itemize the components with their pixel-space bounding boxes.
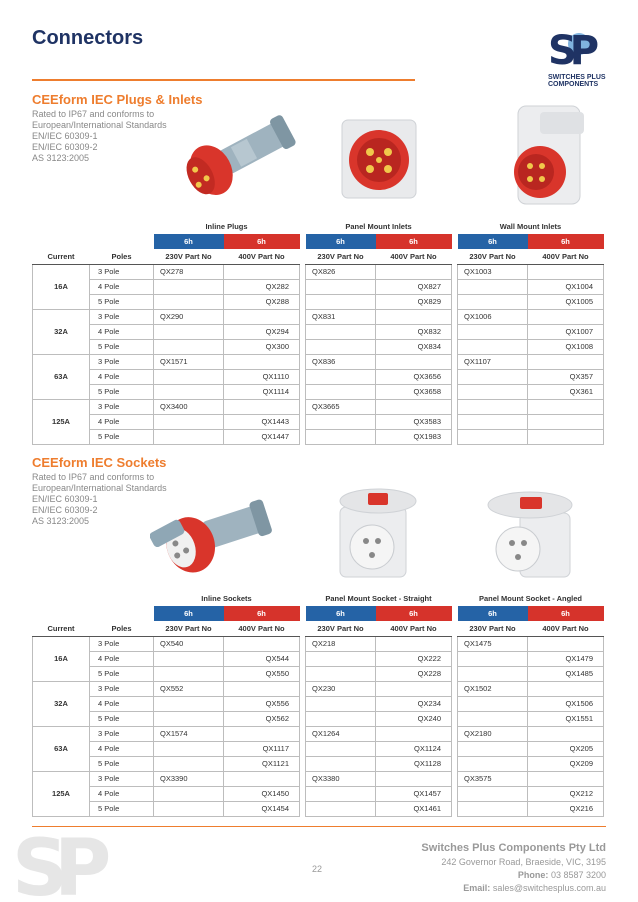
voltage-badge-230: 6h [458, 234, 528, 249]
part-no-230v [458, 384, 528, 399]
part-no-230v [306, 279, 376, 294]
part-no-230v [154, 324, 224, 339]
part-no-400v: QX832 [376, 324, 452, 339]
current-rating: 16A [33, 636, 90, 681]
inline-plug-image [178, 114, 306, 212]
part-no-230v: QX1107 [458, 354, 528, 369]
table-row [33, 384, 604, 399]
part-no-230v: QX1003 [458, 264, 528, 279]
part-no-400v [528, 309, 604, 324]
table-row [33, 771, 604, 786]
part-no-230v [458, 741, 528, 756]
part-no-230v [306, 651, 376, 666]
group-header: Panel Mount Socket - Straight [325, 594, 432, 603]
part-no-230v [154, 369, 224, 384]
pole-count: 5 Pole [90, 756, 154, 771]
part-no-400v: QX1461 [376, 801, 452, 816]
column-header-400v: 400V Part No [528, 249, 604, 264]
part-no-230v [458, 324, 528, 339]
part-no-400v [224, 726, 300, 741]
part-no-230v [154, 429, 224, 444]
part-no-400v: QX209 [528, 756, 604, 771]
panel-socket-straight-image [322, 485, 422, 585]
part-no-400v: QX550 [224, 666, 300, 681]
part-no-400v: QX1005 [528, 294, 604, 309]
column-header-poles: Poles [90, 621, 154, 636]
column-header-230v: 230V Part No [306, 621, 376, 636]
pole-count: 5 Pole [90, 801, 154, 816]
plugs-part-table [32, 219, 604, 445]
voltage-badge-230: 6h [154, 234, 224, 249]
part-no-230v [458, 711, 528, 726]
pole-count: 4 Pole [90, 369, 154, 384]
sockets-part-table [32, 591, 604, 817]
part-no-400v [528, 414, 604, 429]
pole-count: 4 Pole [90, 279, 154, 294]
sockets-table-wrap [32, 591, 604, 817]
part-no-230v: QX3575 [458, 771, 528, 786]
part-no-400v: QX1454 [224, 801, 300, 816]
table-row [33, 711, 604, 726]
current-rating: 32A [33, 309, 90, 354]
part-no-230v: QX230 [306, 681, 376, 696]
pole-count: 5 Pole [90, 711, 154, 726]
pole-count: 5 Pole [90, 294, 154, 309]
section-description [32, 109, 167, 164]
section-sockets [0, 455, 638, 825]
part-no-230v [154, 651, 224, 666]
part-no-230v: QX826 [306, 264, 376, 279]
part-no-230v [154, 711, 224, 726]
desc-line: European/International Standards [32, 483, 167, 493]
part-no-400v [224, 309, 300, 324]
table-row [33, 414, 604, 429]
title-divider [32, 79, 415, 81]
part-no-400v: QX1121 [224, 756, 300, 771]
desc-line: European/International Standards [32, 120, 167, 130]
part-no-400v [528, 399, 604, 414]
phone-value: 03 8587 3200 [550, 870, 606, 880]
part-no-230v [306, 756, 376, 771]
part-no-400v [528, 636, 604, 651]
part-no-400v [224, 354, 300, 369]
part-no-230v [458, 414, 528, 429]
part-no-230v [154, 801, 224, 816]
part-no-400v: QX1983 [376, 429, 452, 444]
part-no-230v [458, 696, 528, 711]
voltage-badge-400: 6h [528, 606, 604, 621]
voltage-badge-230: 6h [306, 606, 376, 621]
pole-count: 5 Pole [90, 384, 154, 399]
table-row [33, 339, 604, 354]
table-row [33, 279, 604, 294]
voltage-badge-400: 6h [224, 606, 300, 621]
section-plugs-inlets [0, 92, 638, 442]
part-no-400v [376, 354, 452, 369]
part-no-400v [376, 771, 452, 786]
part-no-230v [458, 801, 528, 816]
table-row [33, 324, 604, 339]
part-no-400v [224, 636, 300, 651]
desc-line: EN/IEC 60309-2 [32, 505, 98, 515]
part-no-230v [306, 414, 376, 429]
part-no-230v: QX290 [154, 309, 224, 324]
group-header: Wall Mount Inlets [499, 222, 562, 231]
part-no-230v [306, 324, 376, 339]
voltage-badge-400: 6h [376, 606, 452, 621]
company-phone [421, 870, 606, 880]
part-no-400v: QX1551 [528, 711, 604, 726]
part-no-230v [458, 294, 528, 309]
table-row [33, 741, 604, 756]
pole-count: 3 Pole [90, 354, 154, 369]
part-no-230v [154, 666, 224, 681]
part-no-400v: QX1004 [528, 279, 604, 294]
part-no-230v [306, 666, 376, 681]
desc-line: Rated to IP67 and conforms to [32, 109, 155, 119]
part-no-230v: QX2180 [458, 726, 528, 741]
table-row [33, 354, 604, 369]
pole-count: 5 Pole [90, 666, 154, 681]
part-no-230v [154, 339, 224, 354]
pole-count: 3 Pole [90, 636, 154, 651]
part-no-400v: QX1117 [224, 741, 300, 756]
part-no-230v: QX540 [154, 636, 224, 651]
section-title: CEEform IEC Plugs & Inlets [32, 92, 203, 107]
part-no-400v [376, 726, 452, 741]
part-no-230v [154, 786, 224, 801]
part-no-400v: QX1110 [224, 369, 300, 384]
part-no-230v [154, 741, 224, 756]
pole-count: 4 Pole [90, 651, 154, 666]
column-header-230v: 230V Part No [306, 249, 376, 264]
voltage-badge-230: 6h [306, 234, 376, 249]
part-no-400v [528, 354, 604, 369]
pole-count: 3 Pole [90, 264, 154, 279]
voltage-badge-230: 6h [458, 606, 528, 621]
part-no-230v: QX278 [154, 264, 224, 279]
part-no-400v: QX240 [376, 711, 452, 726]
part-no-400v: QX228 [376, 666, 452, 681]
part-no-230v [306, 294, 376, 309]
part-no-400v [528, 681, 604, 696]
part-no-230v [306, 384, 376, 399]
email-link[interactable]: sales@switchesplus.com.au [492, 883, 606, 893]
current-rating: 125A [33, 399, 90, 444]
column-header-current: Current [33, 621, 90, 636]
part-no-400v: QX212 [528, 786, 604, 801]
column-header-230v: 230V Part No [154, 621, 224, 636]
group-header: Panel Mount Socket - Angled [478, 594, 583, 603]
part-no-230v: QX218 [306, 636, 376, 651]
current-rating: 32A [33, 681, 90, 726]
part-no-230v [154, 294, 224, 309]
email-label: Email: [463, 883, 491, 893]
pole-count: 3 Pole [90, 771, 154, 786]
column-header-230v: 230V Part No [154, 249, 224, 264]
plugs-table-wrap [32, 219, 604, 445]
part-no-400v: QX829 [376, 294, 452, 309]
part-no-230v [306, 339, 376, 354]
part-no-400v: QX1485 [528, 666, 604, 681]
table-row [33, 429, 604, 444]
column-header-400v: 400V Part No [528, 621, 604, 636]
pole-count: 4 Pole [90, 324, 154, 339]
column-header-400v: 400V Part No [224, 621, 300, 636]
column-header-400v: 400V Part No [376, 621, 452, 636]
table-row [33, 696, 604, 711]
desc-line: AS 3123:2005 [32, 153, 90, 163]
part-no-230v [154, 414, 224, 429]
desc-line: EN/IEC 60309-1 [32, 131, 98, 141]
desc-line: AS 3123:2005 [32, 516, 90, 526]
part-no-400v [224, 771, 300, 786]
group-header: Panel Mount Inlets [345, 222, 412, 231]
page-number: 22 [312, 864, 323, 874]
part-no-400v: QX216 [528, 801, 604, 816]
part-no-400v [224, 399, 300, 414]
part-no-400v: QX357 [528, 369, 604, 384]
part-no-400v [376, 264, 452, 279]
part-no-400v [528, 726, 604, 741]
part-no-230v: QX552 [154, 681, 224, 696]
part-no-400v: QX827 [376, 279, 452, 294]
section-description [32, 472, 167, 527]
part-no-400v: QX3658 [376, 384, 452, 399]
table-row [33, 399, 604, 414]
table-row [33, 756, 604, 771]
part-no-230v: QX3380 [306, 771, 376, 786]
column-header-400v: 400V Part No [224, 249, 300, 264]
column-header-current: Current [33, 249, 90, 264]
part-no-230v: QX1006 [458, 309, 528, 324]
part-no-230v: QX1574 [154, 726, 224, 741]
part-no-230v [458, 756, 528, 771]
brand-logo [546, 30, 610, 88]
part-no-400v: QX1443 [224, 414, 300, 429]
part-no-230v: QX1264 [306, 726, 376, 741]
part-no-400v [376, 309, 452, 324]
desc-line: Rated to IP67 and conforms to [32, 472, 155, 482]
section-title: CEEform IEC Sockets [32, 455, 167, 470]
part-no-230v [306, 711, 376, 726]
part-no-230v: QX3390 [154, 771, 224, 786]
part-no-400v: QX282 [224, 279, 300, 294]
part-no-230v: QX1502 [458, 681, 528, 696]
column-header-poles: Poles [90, 249, 154, 264]
pole-count: 4 Pole [90, 786, 154, 801]
pole-count: 5 Pole [90, 429, 154, 444]
footer-divider [32, 826, 606, 827]
part-no-400v: QX3656 [376, 369, 452, 384]
part-no-400v [224, 264, 300, 279]
logo-text-line1: SWITCHES PLUS [548, 74, 606, 81]
part-no-400v: QX556 [224, 696, 300, 711]
logo-letters: SP [548, 28, 593, 74]
part-no-230v [458, 369, 528, 384]
group-header: Inline Sockets [201, 594, 252, 603]
pole-count: 3 Pole [90, 681, 154, 696]
table-row [33, 369, 604, 384]
current-rating: 63A [33, 354, 90, 399]
company-address: 242 Governor Road, Braeside, VIC, 3195 [441, 857, 606, 867]
part-no-230v [458, 429, 528, 444]
part-no-400v: QX1124 [376, 741, 452, 756]
pole-count: 3 Pole [90, 309, 154, 324]
voltage-badge-400: 6h [376, 234, 452, 249]
voltage-badge-230: 6h [154, 606, 224, 621]
part-no-400v: QX1479 [528, 651, 604, 666]
part-no-230v [458, 666, 528, 681]
part-no-230v [458, 279, 528, 294]
column-header-400v: 400V Part No [376, 249, 452, 264]
part-no-400v: QX361 [528, 384, 604, 399]
company-info [421, 842, 606, 893]
part-no-400v: QX205 [528, 741, 604, 756]
table-row [33, 651, 604, 666]
part-no-400v: QX3583 [376, 414, 452, 429]
pole-count: 4 Pole [90, 414, 154, 429]
part-no-230v: QX1571 [154, 354, 224, 369]
current-rating: 125A [33, 771, 90, 816]
part-no-400v [376, 636, 452, 651]
page-title: Connectors [32, 27, 144, 49]
part-no-400v: QX1128 [376, 756, 452, 771]
table-row [33, 636, 604, 651]
part-no-230v [306, 696, 376, 711]
part-no-230v [306, 429, 376, 444]
desc-line: EN/IEC 60309-2 [32, 142, 98, 152]
wall-inlet-image [500, 100, 600, 210]
part-no-400v [224, 681, 300, 696]
part-no-230v [458, 399, 528, 414]
part-no-230v [154, 279, 224, 294]
current-rating: 63A [33, 726, 90, 771]
watermark-letters: SP [12, 828, 98, 902]
part-no-400v: QX1447 [224, 429, 300, 444]
table-row [33, 726, 604, 741]
part-no-230v: QX831 [306, 309, 376, 324]
column-header-230v: 230V Part No [458, 249, 528, 264]
footer-watermark-logo [12, 828, 122, 902]
part-no-400v [528, 771, 604, 786]
voltage-badge-400: 6h [528, 234, 604, 249]
part-no-400v: QX234 [376, 696, 452, 711]
table-row [33, 801, 604, 816]
part-no-230v [306, 369, 376, 384]
part-no-230v [306, 801, 376, 816]
part-no-230v [154, 384, 224, 399]
company-name: Switches Plus Components Pty Ltd [421, 842, 606, 854]
pole-count: 3 Pole [90, 399, 154, 414]
table-row [33, 309, 604, 324]
part-no-230v: QX3665 [306, 399, 376, 414]
current-rating: 16A [33, 264, 90, 309]
part-no-400v: QX1114 [224, 384, 300, 399]
part-no-230v: QX1475 [458, 636, 528, 651]
part-no-230v [306, 786, 376, 801]
phone-label: Phone: [517, 870, 549, 880]
part-no-400v [528, 264, 604, 279]
part-no-230v [154, 696, 224, 711]
part-no-400v [376, 399, 452, 414]
panel-socket-angled-image [480, 485, 590, 585]
part-no-400v: QX300 [224, 339, 300, 354]
part-no-230v [154, 756, 224, 771]
part-no-400v: QX1457 [376, 786, 452, 801]
part-no-400v: QX544 [224, 651, 300, 666]
pole-count: 5 Pole [90, 339, 154, 354]
table-row [33, 264, 604, 279]
group-header: Inline Plugs [205, 222, 248, 231]
table-row [33, 666, 604, 681]
part-no-400v: QX222 [376, 651, 452, 666]
voltage-badge-400: 6h [224, 234, 300, 249]
table-row [33, 681, 604, 696]
part-no-230v: QX3400 [154, 399, 224, 414]
company-email [421, 883, 606, 893]
part-no-400v: QX1008 [528, 339, 604, 354]
table-row [33, 294, 604, 309]
part-no-400v: QX1506 [528, 696, 604, 711]
part-no-400v [528, 429, 604, 444]
part-no-400v: QX562 [224, 711, 300, 726]
part-no-230v [306, 741, 376, 756]
part-no-230v [458, 786, 528, 801]
part-no-400v: QX294 [224, 324, 300, 339]
inline-socket-image [150, 489, 280, 589]
pole-count: 3 Pole [90, 726, 154, 741]
part-no-230v [458, 651, 528, 666]
pole-count: 4 Pole [90, 696, 154, 711]
table-row [33, 786, 604, 801]
part-no-400v: QX834 [376, 339, 452, 354]
logo-text-line2: COMPONENTS [548, 81, 599, 88]
column-header-230v: 230V Part No [458, 621, 528, 636]
part-no-400v: QX288 [224, 294, 300, 309]
part-no-230v: QX836 [306, 354, 376, 369]
part-no-400v: QX1007 [528, 324, 604, 339]
part-no-400v [376, 681, 452, 696]
part-no-400v: QX1450 [224, 786, 300, 801]
desc-line: EN/IEC 60309-1 [32, 494, 98, 504]
panel-inlet-image [334, 114, 424, 204]
part-no-230v [458, 339, 528, 354]
pole-count: 4 Pole [90, 741, 154, 756]
